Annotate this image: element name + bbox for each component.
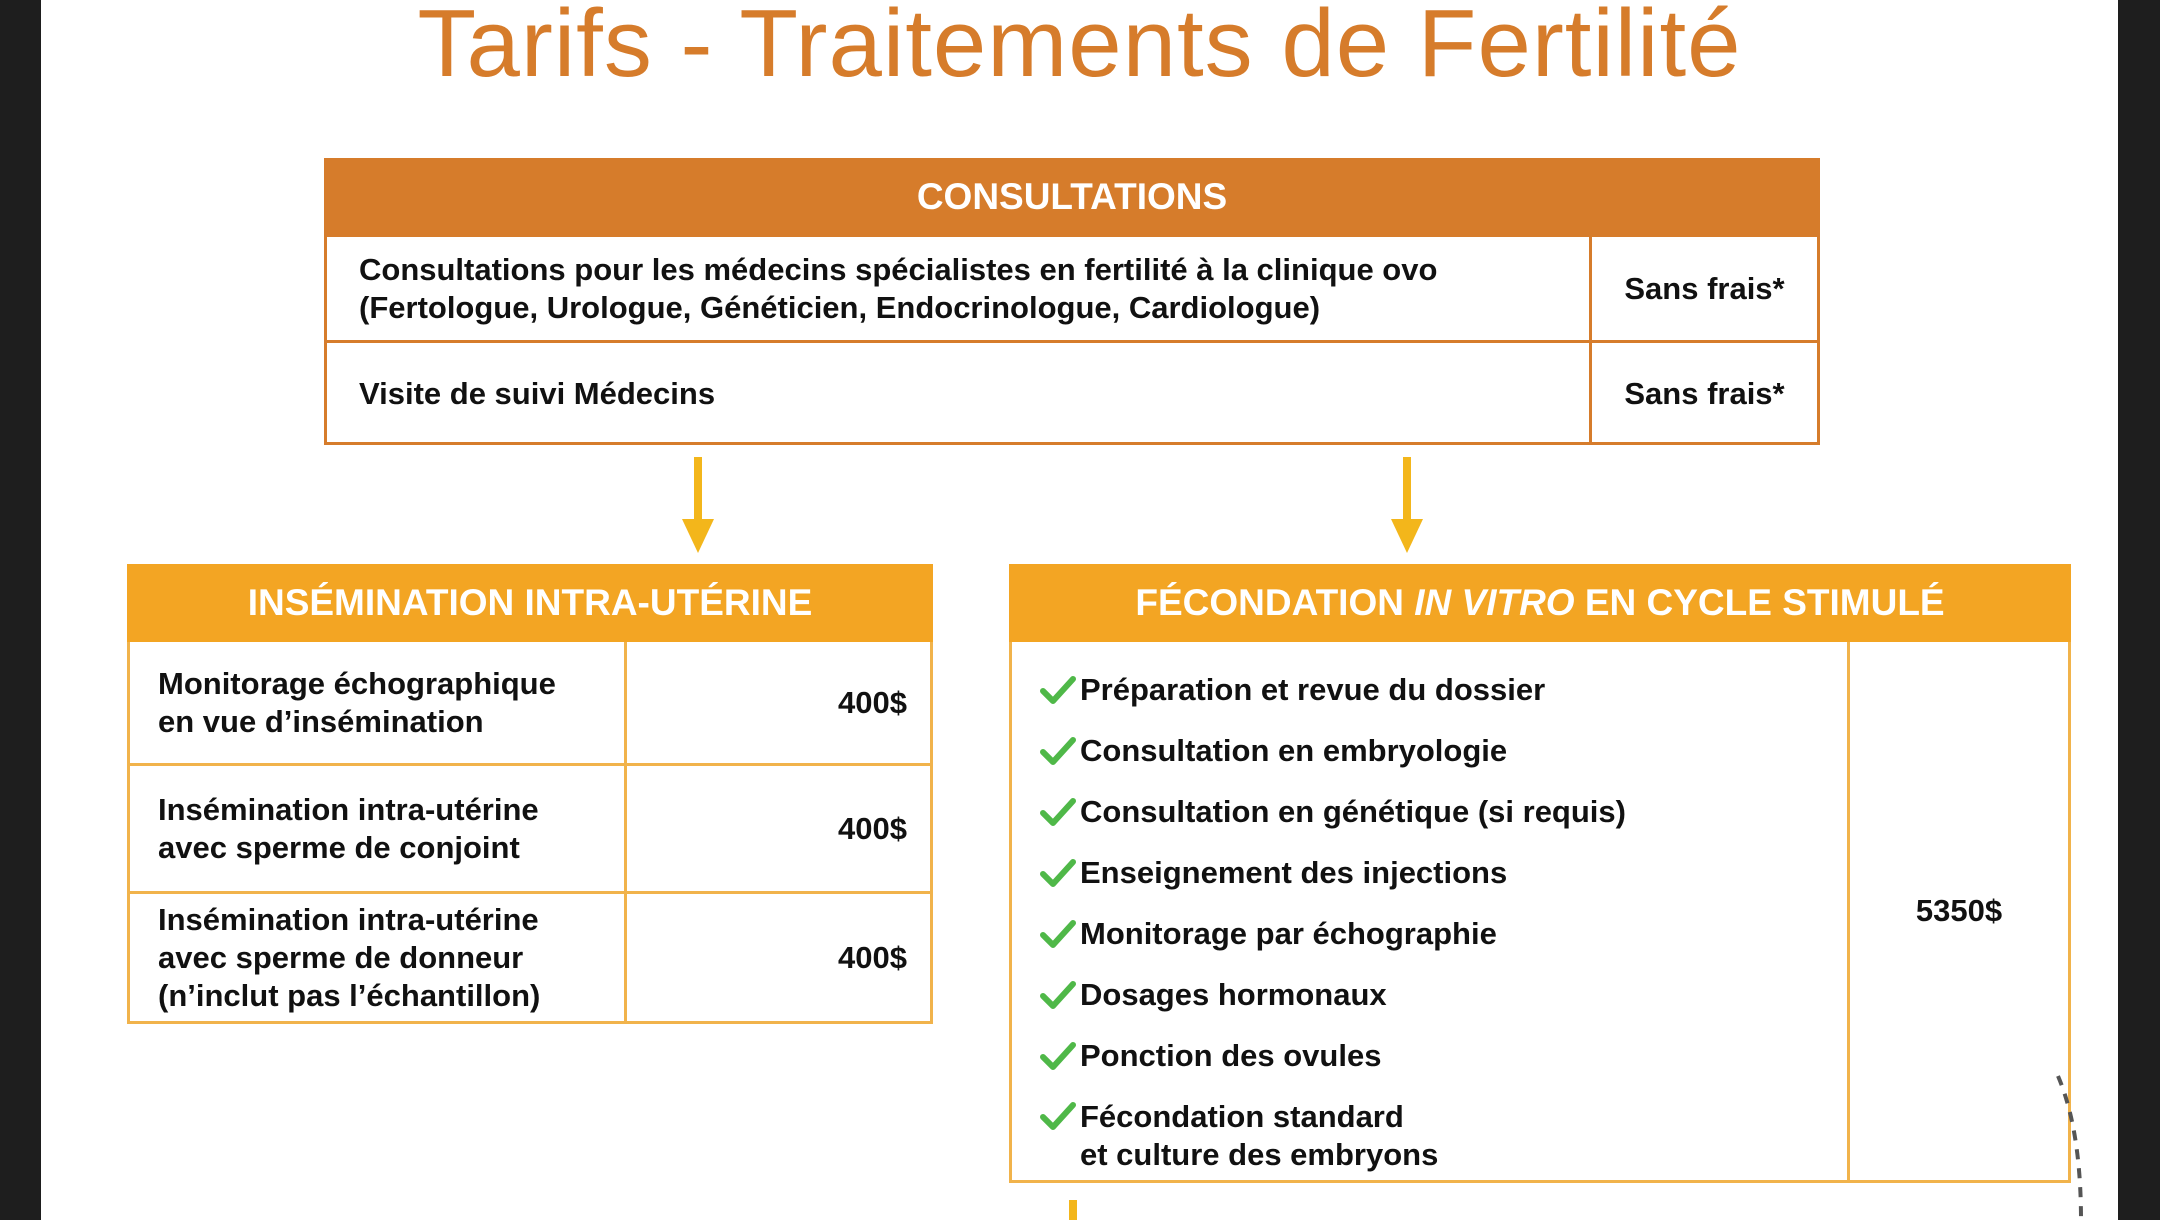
iiu-row-partner	[158, 766, 618, 891]
consultation-row-specialists	[359, 237, 1579, 340]
price-sheet	[41, 0, 2118, 1220]
fiv-header-italic: IN VITRO	[1414, 582, 1575, 623]
consultation-label-line2: (Fertologue, Urologue, Généticien, Endocrinologue, Cardiologue)	[359, 289, 1321, 325]
checkmark-icon	[1040, 1098, 1076, 1134]
iiu-label-line1: Monitorage échographique	[158, 665, 556, 701]
iiu-header: INSÉMINATION INTRA-UTÉRINE	[127, 564, 933, 642]
fiv-header-part2: EN CYCLE STIMULÉ	[1574, 582, 1945, 623]
iiu-label-line1: Insémination intra-utérine	[158, 791, 539, 827]
arrow-down-icon	[1053, 1200, 1093, 1220]
decorative-dotted-arc	[2041, 1070, 2118, 1220]
fiv-item	[1040, 671, 1545, 709]
fiv-item	[1040, 1098, 1438, 1174]
page-title: Tarifs - Traitements de Fertilité	[417, 0, 1742, 97]
consultation-price: Sans frais*	[1624, 270, 1785, 306]
iiu-label-line2: avec sperme de conjoint	[158, 829, 520, 865]
fiv-item-label: Monitorage par échographie	[1080, 916, 1497, 951]
fiv-item-label: Ponction des ovules	[1080, 1038, 1382, 1073]
iiu-price: 400$	[838, 684, 907, 720]
checkmark-icon	[1040, 916, 1076, 952]
checkmark-icon	[1040, 1038, 1076, 1074]
consultation-row-followup	[359, 343, 1579, 445]
iiu-label-line2: en vue d’insémination	[158, 703, 484, 739]
iiu-table	[127, 564, 933, 1024]
fiv-item	[1040, 915, 1497, 953]
fiv-item-label-line2: et culture des embryons	[1080, 1137, 1439, 1172]
consultation-price: Sans frais*	[1624, 376, 1785, 411]
fiv-header-part1: FÉCONDATION	[1135, 582, 1415, 623]
fiv-item-label: Dosages hormonaux	[1080, 977, 1387, 1012]
arrow-down-icon	[678, 457, 718, 553]
fiv-item	[1040, 1037, 1381, 1075]
fiv-table	[1009, 564, 2071, 1183]
iiu-label-line2: avec sperme de donneur	[158, 939, 524, 975]
fiv-item-label-line1: Fécondation standard	[1080, 1099, 1404, 1134]
fiv-item-label: Préparation et revue du dossier	[1080, 672, 1546, 707]
checkmark-icon	[1040, 977, 1076, 1013]
checkmark-icon	[1040, 672, 1076, 708]
fiv-item-label: Consultation en embryologie	[1080, 733, 1508, 768]
consultations-table	[324, 158, 1820, 445]
fiv-price: 5350$	[1915, 893, 2003, 928]
checkmark-icon	[1040, 855, 1076, 891]
fiv-item-label	[1080, 1098, 1438, 1174]
checkmark-icon	[1040, 733, 1076, 769]
consultation-label: Visite de suivi Médecins	[359, 376, 716, 411]
consultation-label-line1: Consultations pour les médecins spécialistes en fertilité à la clinique ovo	[359, 251, 1438, 287]
fiv-item	[1040, 732, 1507, 770]
iiu-label-line1: Insémination intra-utérine	[158, 901, 539, 937]
arrow-down-icon	[1387, 457, 1427, 553]
iiu-price: 400$	[838, 939, 907, 975]
iiu-label-line3: (n’inclut pas l’échantillon)	[158, 977, 541, 1013]
fiv-item-label: Consultation en génétique (si requis)	[1080, 794, 1626, 829]
fiv-header	[1009, 564, 2071, 642]
fiv-item	[1040, 854, 1507, 892]
iiu-price: 400$	[838, 810, 907, 846]
fiv-item	[1040, 976, 1387, 1014]
consultations-header: CONSULTATIONS	[324, 158, 1820, 235]
iiu-row-donor	[158, 894, 618, 1021]
fiv-item-label: Enseignement des injections	[1080, 855, 1508, 890]
fiv-item	[1040, 793, 1626, 831]
checkmark-icon	[1040, 794, 1076, 830]
iiu-row-monitoring	[158, 642, 618, 763]
